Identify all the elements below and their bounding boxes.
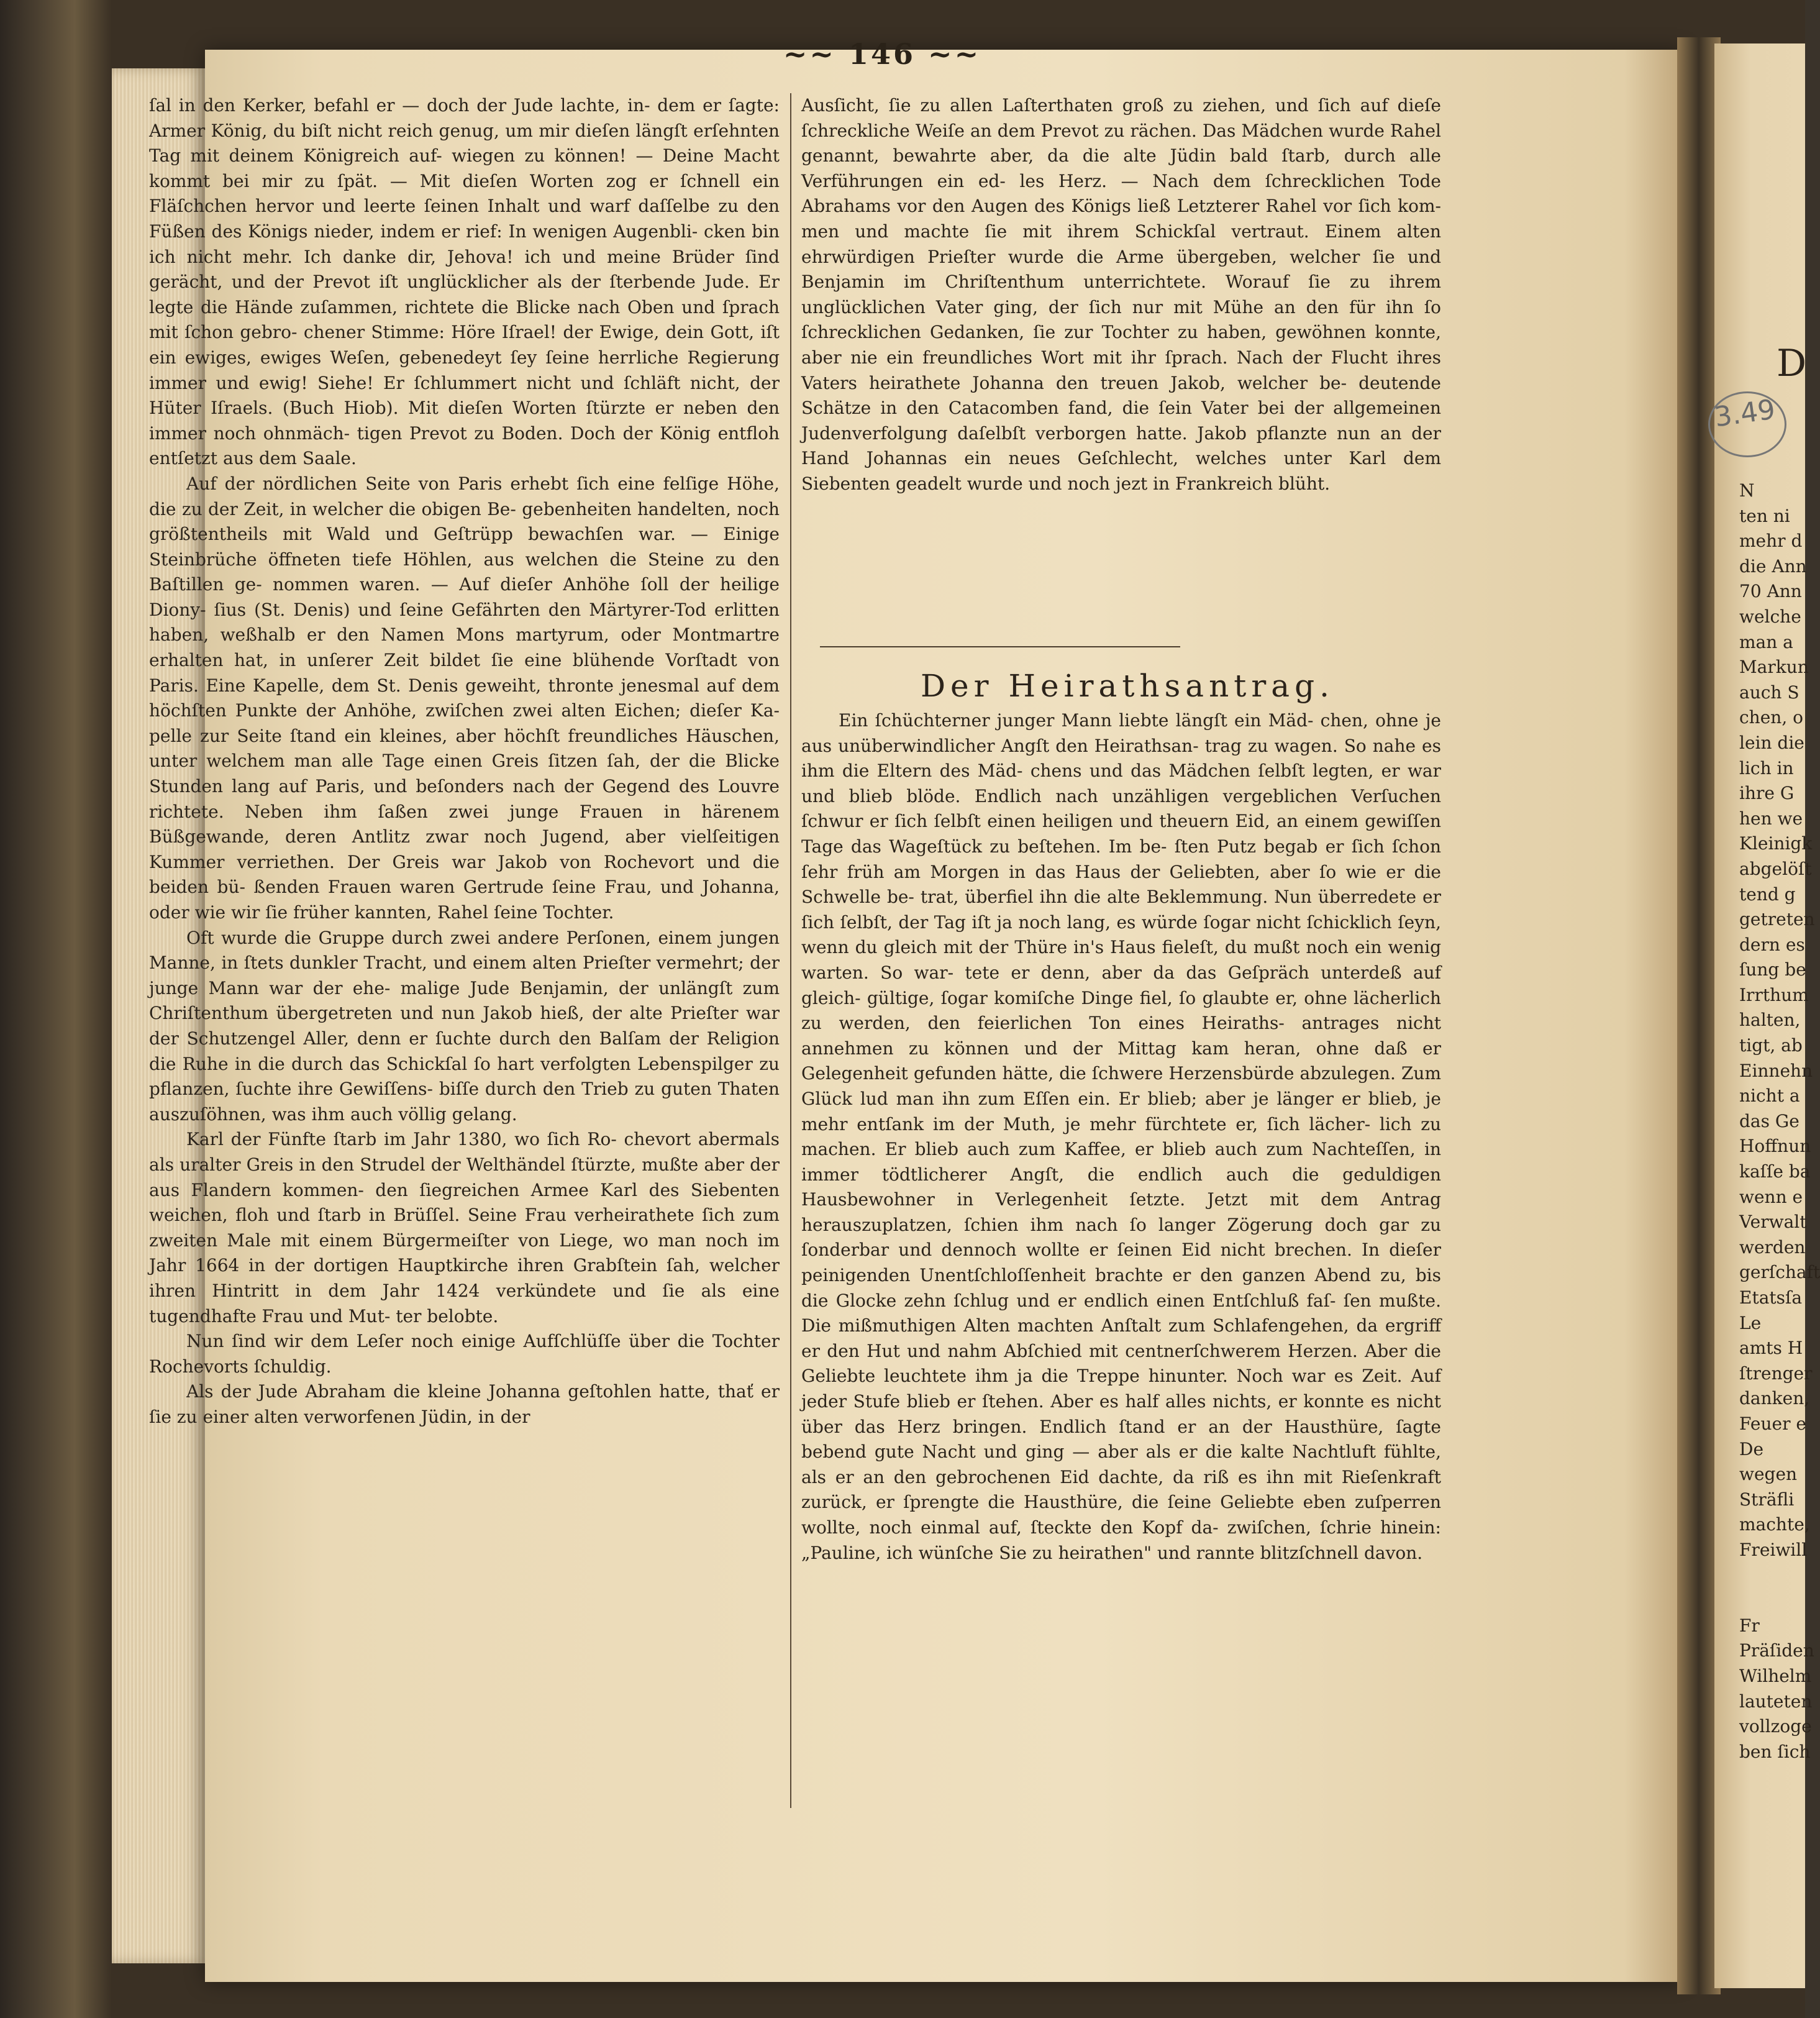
- facing-line: wegen: [1739, 1464, 1798, 1485]
- facing-line: Einnehn: [1739, 1060, 1813, 1081]
- facing-line: Le: [1739, 1312, 1762, 1333]
- facing-line: De: [1739, 1438, 1764, 1459]
- left-column-paragraph: Nun ſind wir dem Leſer noch einige Aufſchlüſſe über die Tochter Rochevorts ſchuldig.: [149, 1331, 780, 1377]
- section-heading: Der Heirathsantrag.: [920, 668, 1335, 704]
- facing-line: Freiwill: [1739, 1539, 1808, 1560]
- facing-line: 70 Ann: [1739, 581, 1802, 602]
- facing-line: Markun: [1739, 657, 1809, 678]
- right-column: [801, 93, 1441, 497]
- right-column-paragraph: Ausſicht, ſie zu allen Laſterthaten groß zu ziehen, und ſich auf dieſe ſchreckliche Weiſe an dem Prevot zu rächen. Das Mädchen wurde Rahel genannt, bewahrte aber, da die alte Jüdin bald ſtarb, durch alle Verführungen ein ed- les Herz. — Nach dem ſchrecklichen Tode Abrahams vor den Augen des Königs ließ Letzterer Rahel vor ſich kom- men und machte ſie mit ihrem Schickſal vertraut. Einem alten ehrwürdigen Prieſter wurde die Arme übergeben, welcher ſie und Benjamin im Chriſtenthum unterrichtete. Worauf ſie zu ihrem unglücklichen Vater ging, der ſich nur mit Mühe an den für ihn ſo ſchrecklichen Gedanken, ſie zur Tochter zu haben, gewöhnen konnte, aber nie ein freundliches Wort mit ihr ſprach. Nach der Flucht ihres Vaters heirathete Johanna den treuen Jakob, welcher be- deutende Schätze in den Catacomben fand, die ſein Vater bei der allgemeinen Judenverfolgung daſelbſt verborgen hatte. Jakob pflanzte nun an der Hand Johannas ein neues Geſchlecht, welches unter Karl dem Siebenten geadelt wurde und noch jezt in Frankreich blüht.: [801, 95, 1441, 494]
- facing-line: die Ann: [1739, 555, 1807, 577]
- facing-line: werden: [1739, 1236, 1806, 1258]
- facing-line: welche: [1739, 606, 1801, 627]
- facing-line: ſung be: [1739, 959, 1806, 980]
- facing-line: ben ſich: [1739, 1741, 1811, 1762]
- facing-line: auch S: [1739, 682, 1800, 703]
- facing-line: danken,: [1739, 1388, 1810, 1409]
- facing-line: vollzoge: [1739, 1716, 1812, 1737]
- facing-line: Hoffnun: [1739, 1136, 1811, 1157]
- facing-line: Feuer e: [1739, 1413, 1806, 1434]
- facing-line: nicht a: [1739, 1085, 1800, 1107]
- facing-line: Kleinigk: [1739, 833, 1813, 854]
- facing-line: kaſſe ba: [1739, 1161, 1811, 1182]
- section-rule: [820, 646, 1180, 647]
- header-ornament-right: ~~: [928, 37, 981, 71]
- pencil-note: 3.49: [1712, 393, 1778, 434]
- facing-line: Irrthum: [1739, 984, 1809, 1005]
- facing-line: hen we: [1739, 808, 1803, 829]
- facing-line: Präſiden: [1739, 1640, 1814, 1661]
- facing-line: machte,: [1739, 1514, 1810, 1535]
- facing-line: man a: [1739, 631, 1793, 652]
- facing-line: getreten: [1739, 909, 1815, 930]
- facing-line: mehr d: [1739, 531, 1803, 552]
- facing-line: abgelöſt: [1739, 858, 1812, 879]
- facing-line: ihre G: [1739, 783, 1795, 804]
- page-header: [634, 37, 1131, 71]
- facing-line: ſtrenger: [1739, 1363, 1813, 1384]
- facing-line: lauteten: [1739, 1691, 1813, 1712]
- story-paragraph: Ein ſchüchterner junger Mann liebte längſt ein Mäd- chen, ohne je aus unüberwindlicher Angſt den Heirathsan- trag zu wagen. So nahe es ihm die Eltern des Mäd- chens und das Mädchen ſelbſt legten, er war und blieb blöde. Endlich nach unzähligen vergeblichen Verſuchen ſchwur er ſich ſelbſt einen heiligen und theuern Eid, an einem gewiſſen Tage das Wageſtück zu beſtehen. Im be- ſten Putz begab er ſich ſchon ſehr früh am Morgen in das Haus der Geliebten, aber ſo wie er die Schwelle be- trat, überfiel ihn die alte Beklemmung. Nun überredete er ſich ſelbſt, der Tag iſt ja noch lang, es würde ſogar nicht ſchicklich ſeyn, wenn du gleich mit der Thüre in's Haus fieleſt, du mußt noch ein wenig warten. So war- tete er denn, aber da das Geſpräch unterdeß auf gleich- gültige, ſogar komiſche Dinge fiel, ſo glaubte er, ohne lächerlich zu werden, den feierlichen Ton eines Heiraths- antrages nicht annehmen zu können und der Mittag kam heran, ohne daß er Gelegenheit gefunden hätte, die ſchwere Herzensbürde abzulegen. Zum Glück lud man ihn zum Eſſen ein. Er blieb; aber je länger er blieb, je mehr entſank im der Muth, je mehr fürchtete er, ſich lächer- lich zu machen. Er blieb auch zum Kaffee, er blieb auch zum Nachteſſen, in immer tödtlicherer Angſt, die endlich auch die geduldigen Hausbewohner in Verlegenheit ſetzte. Jetzt mit dem Antrag herauszuplatzen, ſchien ihm nach ſo langer Zögerung doch gar zu ſonderbar und dennoch wollte er ſeinen Eid nicht brechen. In dieſer peinigenden Unentſchloſſenheit brachte er den ganzen Abend zu, bis die Glocke zehn ſchlug und er endlich einen Entſchluß faſ- ſen mußte. Die mißmuthigen Alten machten Anſtalt zum Schlafengehen, da ergriff er den Hut und nahm Abſchied mit centnerſchwerem Herzen. Aber die Geliebte leuchtete ihm ja die Treppe hinunter. Noch war es Zeit. Auf jeder Stufe blieb er ſtehen. Aber es half alles nichts, er konnte es nicht über das Herz bringen. Endlich ſtand er an der Hausthüre, ſagte bebend gute Nacht und ging — aber als er die kalte Nachtluft fühlte, als er an den gebrochenen Eid dachte, da riß es ihn mit Rieſenkraft zurück, er ſprengte die Hausthüre, die ſeine Geliebte eben zuſperren wollte, noch einmal auf, ſteckte den Kopf da- zwiſchen, ſchrie hinein: „Pauline, ich wünſche Sie zu heirathen" und rannte blitzſchnell davon.: [801, 710, 1441, 1563]
- facing-line: Sträfli: [1739, 1489, 1795, 1510]
- facing-big-letter: D: [1777, 342, 1807, 385]
- facing-line: amts H: [1739, 1338, 1803, 1359]
- facing-line: tigt, ab: [1739, 1035, 1803, 1056]
- facing-line: chen, o: [1739, 707, 1803, 728]
- facing-line: gerſchaft: [1739, 1262, 1820, 1283]
- facing-line: lich in: [1739, 757, 1794, 778]
- facing-line: Wilhelm: [1739, 1665, 1812, 1686]
- left-column-paragraph: Als der Jude Abraham die kleine Johanna geſtohlen hatte, thať er ſie zu einer alten verworfenen Jüdin, in der: [149, 1381, 780, 1427]
- left-column-paragraph: Oft wurde die Gruppe durch zwei andere Perſonen, einem jungen Manne, in ſtets dunkler Tracht, und einem alten Prieſter vermehrt; der junge Mann war der ehe- malige Jude Benjamin, der unlängſt zum Chriſtenthum übergetreten und nun Jakob hieß, der alte Prieſter war der Schutzengel Aller, denn er ſuchte durch den Balſam der Religion die Ruhe in die durch das Schickſal ſo hart verfolgten Lebenspilger zu pflanzen, ſuchte ihre Gewiſſens- biſſe durch den Trieb zu guten Thaten auszuſöhnen, was ihm auch völlig gelang.: [149, 927, 780, 1125]
- column-divider: [790, 93, 791, 1808]
- facing-line: lein die: [1739, 732, 1804, 753]
- left-column-paragraph: Auf der nördlichen Seite von Paris erhebt ſich eine felſige Höhe, die zu der Zeit, in welcher die obigen Be- gebenheiten handelten, noch größtentheils mit Wald und Geſtrüpp bewachſen war. — Einige Steinbrüche öffneten tiefe Höhlen, aus welchen die Steine zu den Baſtillen ge- nommen waren. — Auf dieſer Anhöhe ſoll der heilige Diony- ſius (St. Denis) und ſeine Gefährten den Märtyrer-Tod erlitten haben, weßhalb er den Namen Mons martyrum, oder Montmartre erhalten hat, in unſerer Zeit bildet ſie eine blühende Vorſtadt von Paris. Eine Kapelle, dem St. Denis geweiht, thronte jenesmal auf dem höchſten Punkte der Anhöhe, zwiſchen zwei alten Eichen; dieſer Ka- pelle zur Seite ſtand ein kleines, aber höchſt freundliches Häuschen, unter welchem man alle Tage einen Greis ſitzen ſah, der die Blicke Stunden lang auf Paris, und beſonders nach der Gegend des Louvre richtete. Neben ihm ſaßen zwei junge Frauen in härenem Büßgewande, deren Antlitz zwar noch Jugend, aber vielſeitigen Kummer verriethen. Der Greis war Jakob von Rochevort und die beiden bü- ßenden Frauen waren Gertrude ſeine Frau, und Johanna, oder wie wir ſie früher kannten, Rahel ſeine Tochter.: [149, 473, 780, 923]
- left-column-paragraph: Karl der Fünfte ſtarb im Jahr 1380, wo ſich Ro- chevort abermals als uralter Greis in den Strudel der Welthändel ſtürzte, mußte aber der aus Flandern kommen- den ſiegreichen Armee Karl des Siebenten weichen, floh und ſtarb in Brüſſel. Seine Frau verheirathete ſich zum zweiten Male mit einem Bürgermeiſter von Liege, wo man noch im Jahr 1664 in der dortigen Hauptkirche ihren Grabſtein ſah, welcher ihren Hintritt in dem Jahr 1424 verkündete und ſie als eine tugendhafte Frau und Mut- ter belobte.: [149, 1129, 780, 1326]
- story-column: [801, 708, 1441, 1566]
- facing-line: das Ge: [1739, 1110, 1800, 1131]
- facing-page: [1712, 43, 1820, 1988]
- facing-line: dern es: [1739, 934, 1805, 955]
- left-column: [149, 93, 780, 1430]
- facing-line: [1739, 1588, 1808, 1614]
- left-column-paragraph: ſal in den Kerker, befahl er — doch der Jude lachte, in- dem er ſagte: Armer König, du biſt nicht reich genug, um mir dieſen längſt erſehnten Tag mit deinem Königreich auf- wiegen zu können! — Deine Macht kommt bei mir zu ſpät. — Mit dieſen Worten zog er ſchnell ein Fläſchchen hervor und leerte ſeinen Inhalt und warf daſſelbe zu den Füßen des Königs nieder, indem er rief: In wenigen Augenbli- cken bin ich nicht mehr. Ich danke dir, Jehova! ich und meine Brüder ſind gerächt, und der Prevot iſt unglücklicher als der ſterbende Jude. Er legte die Hände zuſammen, richtete die Blicke nach Oben und ſprach mit ſchon gebro- chener Stimme: Höre Iſrael! der Ewige, dein Gott, iſt ein ewiges, ewiges Weſen, gebenedeyt ſey ſeine herrliche Regierung immer und ewig! Siehe! Er ſchlummert nicht und ſchläft nicht, der Hüter Iſraels. (Buch Hiob). Mit dieſen Worten ſtürzte er neben den immer noch ohnmäch- tigen Prevot zu Boden. Doch der König entfloh entſetzt aus dem Saale.: [149, 95, 780, 469]
- facing-line: Verwalt: [1739, 1212, 1807, 1233]
- facing-line: halten,: [1739, 1010, 1801, 1031]
- page-number: 146: [848, 37, 916, 71]
- facing-line: Etatsſa: [1739, 1287, 1803, 1308]
- facing-line: N: [1739, 480, 1755, 501]
- facing-text-fragments: [1739, 478, 1820, 1765]
- facing-line: wenn e: [1739, 1186, 1803, 1207]
- facing-line: tend g: [1739, 883, 1796, 905]
- facing-line: ten ni: [1739, 505, 1790, 526]
- facing-line: [1739, 1563, 1808, 1589]
- header-ornament-left: ~~: [783, 37, 836, 71]
- facing-line: Fr: [1739, 1615, 1760, 1636]
